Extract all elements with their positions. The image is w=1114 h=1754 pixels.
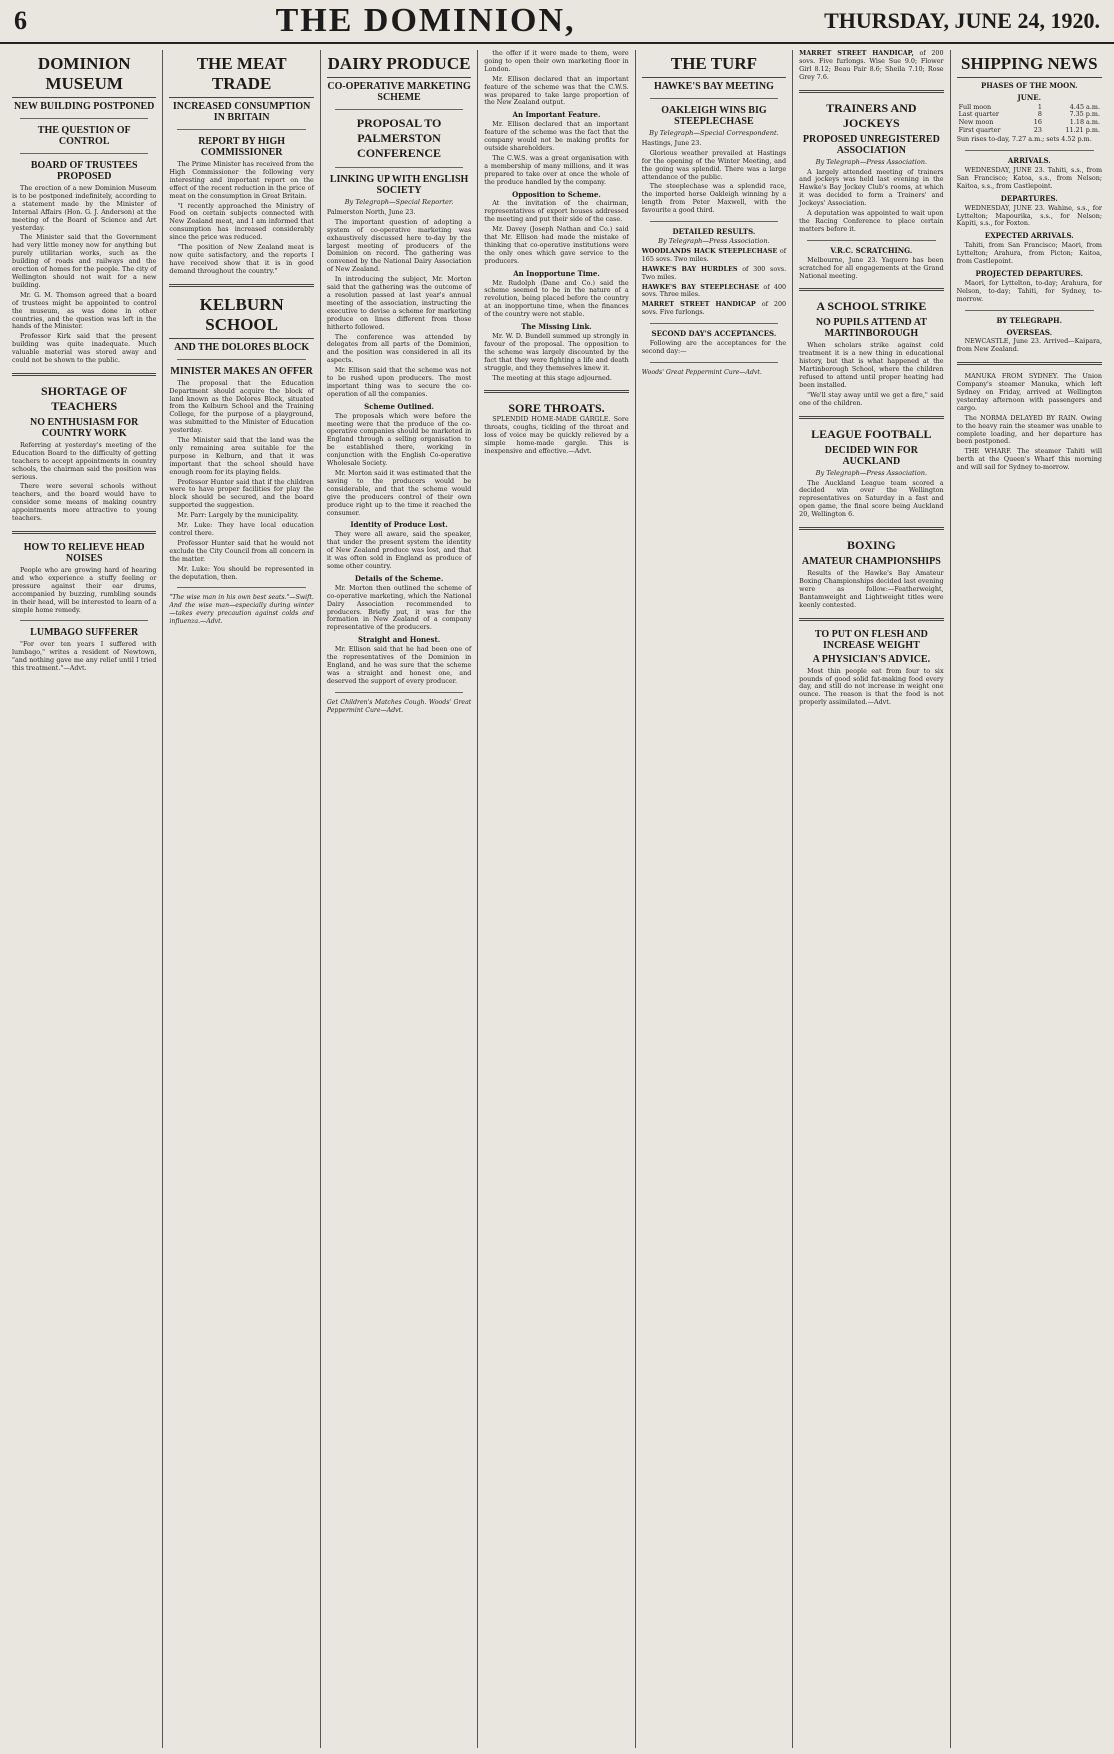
race-stake: of 165 sovs. Two miles. — [641, 246, 787, 263]
byline: By Telegraph—Press Association. — [815, 157, 928, 166]
moon-day: 16 — [1033, 118, 1042, 126]
article-deck: DECIDED WIN FOR AUCKLAND — [824, 444, 918, 467]
subheading: Straight and Honest. — [357, 635, 441, 645]
article-deck: PROPOSAL TO PALMERSTON CONFERENCE — [356, 116, 442, 160]
moon-day: 8 — [1037, 110, 1042, 119]
subheading: V.R.C. SCRATCHING. — [830, 245, 913, 255]
masthead — [0, 0, 1114, 44]
article-deck: NO PUPILS ATTEND AT MARTINBOROUGH — [815, 317, 927, 340]
subheading: ARRIVALS. — [1007, 156, 1051, 166]
subheading: SECOND DAY'S ACCEPTANCES. — [651, 329, 777, 339]
race-stake: of 400 sovs. Three miles. — [641, 282, 787, 299]
moon-phase: Last quarter — [958, 110, 999, 119]
article-title: SHORTAGE OF TEACHERS — [41, 383, 128, 413]
article-paragraph: Glorious weather prevailed at Hastings for the opening of the Winter Meeting, and the going was splendid. There was a large attendance of the public. — [641, 148, 787, 181]
article-paragraph: Professor Kirk said that the present building was quite inadequate. Much valuable material was stored away and could not be shown to the public. — [12, 332, 157, 365]
article-paragraph: THE WHARF. The steamer Tahiti will berth at the Queen's Wharf this morning and will sail for Sydney to-morrow. — [956, 447, 1102, 472]
article-paragraph: In introducing the subject, Mr. Morton said that the gathering was the outcome of a resolution passed at last year's annual meeting of the association, instructing the executive to devise a scheme for marketing produce on lines different from those hitherto followed. — [326, 275, 472, 331]
dateline: Palmerston North, June 23. — [326, 207, 416, 216]
moon-time: 1.18 a.m. — [1069, 118, 1100, 126]
subheading: JUNE. — [1017, 92, 1042, 102]
paper-title: THE DOMINION, — [275, 2, 576, 39]
race-name: MARRET STREET HANDICAP — [641, 300, 756, 309]
sun-times: Sun rises to-day, 7.27 a.m.; sets 4.52 p.m. — [956, 135, 1092, 144]
column-3 — [321, 50, 478, 1748]
subheading: PROJECTED DEPARTURES. — [975, 268, 1083, 278]
article-paragraph: Mr. Ellison said that the scheme was not to be rushed upon producers. The most important thing was to secure the co-operation of all the companies. — [326, 366, 472, 398]
moon-time: 4.45 a.m. — [1069, 102, 1100, 111]
page-number: 6 — [14, 6, 27, 35]
advert-title: TO PUT ON FLESH AND INCREASE WEIGHT — [814, 628, 928, 651]
article-title: SHIPPING NEWS — [957, 54, 1102, 78]
article-title: TRAINERS AND JOCKEYS — [826, 100, 917, 130]
race-entry — [642, 284, 786, 300]
advert-deck: A PHYSICIAN'S ADVICE. — [812, 653, 931, 665]
article-paragraph: Professor Hunter said that he would not exclude the City Council from all concern in the matter. — [169, 538, 314, 563]
article-deck: CO-OPERATIVE MARKETING SCHEME — [327, 81, 471, 103]
byline: By Telegraph—Special Reporter. — [344, 198, 454, 206]
article-paragraph: The Minister said that the land was the only remaining area suitable for the purpose in Kelburn, and that it was important that the school should have enough room for its playing fields. — [169, 436, 314, 476]
advert-paragraph: Most thin people eat from four to six pounds of good solid fat-making food every day, and still do not increase in weight one ounce. The reason is that the food is not properly assimilated.—Advt. — [799, 666, 944, 707]
byline: By Telegraph—Press Association. — [815, 468, 928, 477]
byline: By Telegraph—Press Association. — [658, 236, 770, 245]
subheading: PHASES OF THE MOON. — [980, 81, 1078, 90]
article-paragraph: WEDNESDAY, JUNE 23. Tahiti, s.s., from San Francisco; Katoa, s.s., from Nelson; Kaitoa, s.s., from Castlepoint. — [956, 166, 1102, 190]
advert-title: HOW TO RELIEVE HEAD NOISES — [23, 542, 145, 564]
moon-phase: First quarter — [958, 125, 1001, 134]
subheading: BY TELEGRAPH. — [996, 315, 1063, 325]
moon-day: 23 — [1033, 125, 1042, 134]
article-paragraph: The Minister said that the Government had very little money now for anything but purely utilitarian works, such as the building of roads and railways and the erection of homes for the people. The city of Wellington should not wait for a new building. — [12, 233, 157, 289]
dateline: Hastings, June 23. — [641, 138, 702, 147]
article-deck: HAWKE'S BAY MEETING — [654, 81, 774, 92]
article-paragraph: Mr. Morton said it was estimated that the saving to the producers would be considerable, and that the scheme would give the producers control of their own produce right up to the time it reached the consumer. — [326, 469, 472, 517]
article-paragraph: Mr. Ellison declared that an important feature of the scheme was that the C.W.S. was prepared to take large proportion of the New Zealand output. — [484, 74, 629, 107]
subheading: The Missing Link. — [521, 322, 592, 332]
advert-paragraph: "For over ten years I suffered with lumbago," writes a resident of Newtown, "and nothing gave me any relief until I tried this treatment."—Advt. — [12, 640, 157, 673]
article-paragraph: Mr. Davey (Joseph Nathan and Co.) said that Mr. Ellison had made the mistake of thinking that co-operative institutions were the only ones which gave service to the producers. — [484, 225, 629, 265]
article-paragraph: There were several schools without teachers, and the board would have to consider some means of making country appointments more attractive to young teachers. — [12, 482, 157, 523]
article-paragraph: The steeplechase was a splendid race, the imported horse Oakleigh winning by a length from Peter Maxwell, with the favourite a good third. — [641, 182, 787, 215]
subheading: DEPARTURES. — [1000, 193, 1058, 203]
article-paragraph: When scholars strike against cold treatment it is a new thing in educational history, but that is what happened at the Martinborough School, where the children refused to attend until proper heating had been installed. — [799, 341, 944, 389]
article-paragraph: Mr. Luke: You should be represented in the deputation, then. — [169, 564, 314, 581]
article-paragraph: Mr. Morton then outlined the scheme of co-operative marketing, which the National Dairy Association recommended to producers. Briefly put, it was for the formation in New Zealand of a company representative of the producers. — [326, 583, 472, 632]
advert-title: LUMBAGO SUFFERER — [30, 627, 139, 639]
article-paragraph: The meeting at this stage adjourned. — [492, 373, 612, 382]
article-paragraph: Mr. Rudolph (Dane and Co.) said the scheme seemed to be in the nature of a revolution, being placed before the country at an inopportune time, when the finances of the country were not stable. — [484, 278, 629, 319]
article-paragraph: the offer if it were made to them, were going to open their own marketing floor in London. — [484, 50, 629, 73]
article-paragraph: Mr. Parr: Largely by the municipality. — [177, 511, 299, 520]
article-deck: PROPOSED UNREGISTERED ASSOCIATION — [802, 133, 940, 156]
subheading: Opposition to Scheme. — [512, 189, 601, 199]
article-paragraph: The proposals which were before the meeting were that the produce of the co-operative companies should be marketed in England through a selling organisation to be established there, working in conjunction with the English Co-operative Wholesale Society. — [326, 411, 472, 468]
article-title: LEAGUE FOOTBALL — [811, 426, 932, 441]
race-entry — [642, 248, 786, 264]
advert-paragraph: Woods' Great Peppermint Cure—Advt. — [641, 368, 762, 376]
article-paragraph: Mr. Ellison declared that an important feature of the scheme was the fact that the company would not be making profits for outside shareholders. — [484, 120, 629, 152]
article-title: THE TURF — [642, 54, 786, 78]
advert-paragraph: "The wise man in his own best seats."—Swift. And the wise man—especially during winter—takes every precaution against colds and influenza.—Advt. — [169, 594, 314, 626]
moon-time: 7.35 p.m. — [1069, 110, 1100, 119]
article-deck: THE QUESTION OF CONTROL — [37, 125, 131, 147]
race-name: MARRET STREET HANDICAP, — [799, 50, 914, 57]
article-deck: REPORT BY HIGH COMMISSIONER — [198, 136, 286, 158]
article-paragraph: At the invitation of the chairman, representatives of export houses addressed the meeting and put their side of the case. — [484, 199, 629, 224]
race-stake: of 300 sovs. Two miles. — [641, 264, 787, 281]
issue-date: THURSDAY, JUNE 24, 1920. — [824, 8, 1100, 33]
subheading: Scheme Outlined. — [364, 401, 434, 411]
article-paragraph: Tahiti, from San Francisco; Maori, from Lyttelton; Arahura, from Picton; Kaitoa, from Castlepoint. — [956, 241, 1102, 266]
article-paragraph: Mr. W. D. Bundell summed up strongly in favour of the proposal. The opposition to the scheme was largely discounted by the fact that they were fighting a life and death struggle, and they themselves knew it. — [484, 332, 629, 372]
article-title: BOXING — [847, 538, 896, 553]
article-deck: AND THE DOLORES BLOCK — [174, 341, 310, 353]
race-name: HAWKE'S BAY STEEPLECHASE — [641, 282, 760, 291]
subheading: DETAILED RESULTS. — [672, 227, 756, 237]
moon-phase: Full moon — [958, 102, 992, 111]
advert-title: SORE THROATS. — [508, 401, 605, 416]
article-paragraph: The NORMA DELAYED BY RAIN. Owing to the heavy rain the steamer was unable to complete loading, and her departure has been postponed. — [956, 413, 1102, 446]
article-paragraph: The Prime Minister has received from the High Commissioner the following very interesting and important report on the effect of the recent reduction in the price of meat on the consumption in Great Britain. — [169, 160, 314, 200]
race-entry — [642, 266, 786, 282]
article-title: DAIRY PRODUCE — [327, 54, 471, 78]
article-paragraph: A largely attended meeting of trainers and jockeys was held last evening in the Hawke's Bay Jockey Club's rooms, at which it was decided to form a Trainers' and Jockeys' Association. — [799, 167, 944, 208]
article-title: A SCHOOL STRIKE — [816, 299, 927, 314]
article-paragraph: Professor Hunter said that if the children were to have proper facilities for play the block should be secured, and the board supported the suggestion. — [169, 477, 314, 510]
article-deck: BOARD OF TRUSTEES PROPOSED — [30, 160, 138, 182]
article-title: THE MEAT TRADE — [169, 54, 313, 98]
race-name: WOODLANDS HACK STEEPLECHASE — [641, 246, 778, 255]
moon-time: 11.21 p.m. — [1065, 125, 1100, 134]
byline: By Telegraph—Special Correspondent. — [649, 129, 779, 137]
table-row — [957, 127, 1102, 135]
article-paragraph: They were all aware, said the speaker, that under the present system the identity of New Zealand produce was lost, and that it was often sold in England as produce of some other country. — [326, 530, 472, 570]
article-deck: LINKING UP WITH ENGLISH SOCIETY — [329, 174, 469, 196]
article-paragraph: "I recently approached the Ministry of Food on certain subjects connected with New Zealand meat, and I am informed that consumption has increased considerably since the price was reduced. — [169, 201, 314, 242]
advert-paragraph: Get Children's Matches Cough. Woods' Great Peppermint Cure—Advt. — [326, 698, 472, 714]
column-7 — [951, 50, 1108, 1748]
race-entry — [642, 301, 786, 317]
race-stake: of 200 sovs. Five furlongs. Wise Sue 9.0; Flower Girl 8.12; Beau Pair 8.6; Sheila 7.10; Rose Grey 7.6. — [799, 50, 944, 81]
article-paragraph: The erection of a new Dominion Museum is to be postponed indefinitely, according to a statement made by the Minister of Internal Affairs (Hon. G. J. Anderson) at the meeting of the Board of Science and Art yesterday. — [12, 184, 157, 232]
column-6 — [793, 50, 950, 1748]
subheading: Details of the Scheme. — [354, 573, 444, 583]
article-paragraph: Maori, for Lyttelton, to-day; Arahura, for Nelson, to-day; Tahiti, for Sydney, to-morrow. — [956, 278, 1102, 303]
article-paragraph: Mr. G. M. Thomson agreed that a board of trustees might be appointed to control the museum, as was done in other countries, and the question was left in the hands of the Minister. — [12, 290, 157, 331]
article-paragraph: Melbourne, June 23. Yaquero has been scratched for all engagements at the Grand National meeting. — [799, 255, 944, 280]
subheading: An Inopportune Time. — [513, 268, 600, 278]
moon-table — [957, 104, 1102, 134]
column-4 — [478, 50, 635, 1748]
subheading: Identity of Produce Lost. — [350, 520, 448, 530]
race-stake: of 200 sovs. Five furlongs. — [641, 300, 787, 317]
article-deck: NEW BUILDING POSTPONED — [14, 101, 155, 112]
advert-paragraph: SPLENDID HOME-MADE GARGLE. Sore throats, coughs, tickling of the throat and loss of voice may be quickly relieved by a simple home-made gargle. This is inexpensive and effective.—Advt. — [484, 415, 629, 456]
article-paragraph: "The position of New Zealand meat is now quite satisfactory, and the reports I have received show that it is in good demand throughout the country." — [169, 243, 314, 275]
article-deck: OAKLEIGH WINS BIG STEEPLECHASE — [661, 105, 767, 127]
moon-day: 1 — [1037, 102, 1042, 111]
article-paragraph: The proposal that the Education Department should acquire the block of land known as the Dolores Block, situated from the Kelburn School and the Training College, for the purpose of a playground, was submitted to the Minister of Education yesterday. — [169, 378, 314, 435]
subheading: EXPECTED ARRIVALS. — [984, 231, 1074, 241]
article-paragraph: MANUKA FROM SYDNEY. The Union Company's steamer Manuka, which left Sydney on Friday, arrived at Wellington yesterday afternoon with passengers and cargo. — [956, 372, 1102, 412]
article-paragraph: The conference was attended by delegates from all parts of the Dominion, and the position was considered in all its aspects. — [326, 332, 472, 365]
advert-paragraph: People who are growing hard of hearing and who experience a stuffy feeling or pressure against their ear drums, accompanied by buzzing, rumbling sounds in their head, will be interested to learn of a simple home remedy. — [12, 566, 157, 614]
article-deck: INCREASED CONSUMPTION IN BRITAIN — [172, 101, 311, 123]
article-title: DOMINION MUSEUM — [12, 54, 156, 98]
article-paragraph: The Auckland League team scored a decided win over the Wellington representatives on Saturday in a fast and open game, the final score being Auckland 20, Wellington 6. — [799, 478, 944, 519]
article-paragraph: Mr. Ellison said that he had been one of the representatives of the Dominion in England, and he was sure that the scheme was a straight and honest one, and deserved the support of every producer. — [326, 645, 472, 685]
moon-phase: New moon — [958, 118, 994, 126]
article-title: KELBURN SCHOOL — [169, 295, 313, 339]
article-paragraph: Mr. Luke: They have local education control there. — [169, 521, 314, 537]
article-deck: NO ENTHUSIASM FOR COUNTRY WORK — [30, 416, 139, 439]
article-paragraph: A deputation was appointed to wait upon the Racing Conference to place certain matters before it. — [799, 209, 944, 233]
subheading: An Important Feature. — [512, 110, 601, 120]
article-paragraph: "We'll stay away until we get a fire," said one of the children. — [799, 390, 944, 407]
column-5 — [636, 50, 793, 1748]
article-paragraph: WEDNESDAY, JUNE 23. Wahine, s.s., for Lyttelton; Mapourika, s.s., for Nelson; Kapiti, s.s., for Foxton. — [956, 203, 1102, 228]
columns — [6, 50, 1108, 1748]
article-paragraph: The important question of adopting a system of co-operative marketing was exhaustively discussed here to-day by the largest meeting of producers of the Dominion on record. The gathering was convened by the National Dairy Association of New Zealand. — [326, 217, 472, 274]
column-1 — [6, 50, 163, 1748]
race-name: HAWKE'S BAY HURDLES — [641, 264, 738, 273]
subheading: OVERSEAS. — [1006, 327, 1053, 337]
article-paragraph: NEWCASTLE, June 23. Arrived—Kaipara, from New Zealand. — [956, 337, 1102, 354]
article-paragraph: The C.W.S. was a great organisation with a membership of many millions, and it was prepared to take over at once the whole of the produce handled by the company. — [484, 153, 629, 186]
race-entry — [799, 50, 943, 82]
column-2 — [163, 50, 320, 1748]
article-deck: AMATEUR CHAMPIONSHIPS — [801, 556, 941, 568]
article-paragraph: Referring at yesterday's meeting of the Education Board to the difficulty of getting teachers to accept appointments in country schools, the chairman said the position was serious. — [12, 440, 157, 481]
article-deck: MINISTER MAKES AN OFFER — [170, 365, 313, 377]
article-paragraph: Results of the Hawke's Bay Amateur Boxing Championships decided last evening were as follow:—Featherweight, Bantamweight and Lightweight titles were keenly contested. — [799, 569, 944, 609]
article-paragraph: Following are the acceptances for the second day:— — [641, 339, 787, 355]
